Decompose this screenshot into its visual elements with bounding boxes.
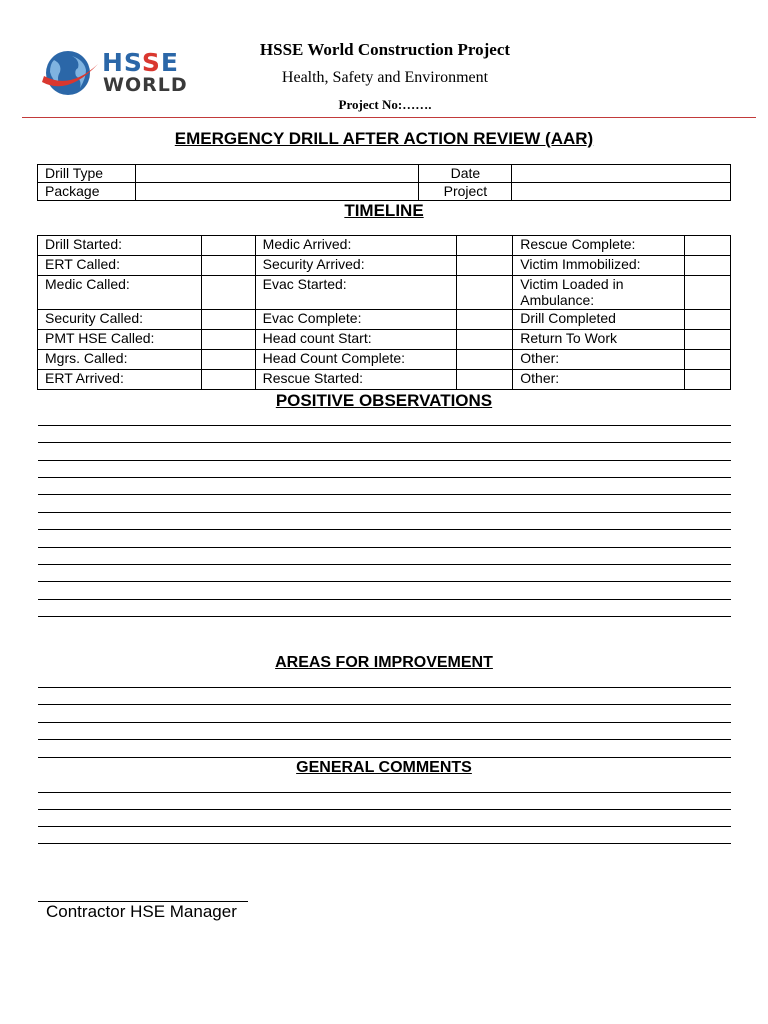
- improvement-line[interactable]: [38, 722, 731, 723]
- project-number: Project No:…….: [338, 97, 432, 112]
- timeline-time-field[interactable]: [201, 330, 255, 350]
- timeline-time-field[interactable]: [201, 310, 255, 330]
- positive-observations-line[interactable]: [38, 442, 731, 443]
- timeline-label: ERT Called:: [38, 256, 202, 276]
- table-row: [38, 276, 731, 310]
- improvement-line[interactable]: [38, 687, 731, 688]
- positive-observations-line[interactable]: [38, 547, 731, 548]
- timeline-time-field[interactable]: [201, 236, 255, 256]
- general-comments-title: GENERAL COMMENTS: [296, 759, 472, 776]
- positive-observations-line[interactable]: [38, 529, 731, 530]
- timeline-label: Evac Complete:: [255, 310, 457, 330]
- timeline-label: Victim Immobilized:: [513, 256, 685, 276]
- positive-observations-line[interactable]: [38, 581, 731, 582]
- timeline-time-field[interactable]: [685, 276, 731, 310]
- package-label: Package: [38, 183, 136, 201]
- header-divider: [22, 117, 756, 118]
- timeline-time-field[interactable]: [685, 330, 731, 350]
- timeline-label: Security Arrived:: [255, 256, 457, 276]
- table-row: [38, 350, 731, 370]
- header-subtitle: Health, Safety and Environment: [281, 69, 489, 86]
- timeline-title: TIMELINE: [344, 201, 424, 220]
- positive-observations-line[interactable]: [38, 477, 731, 478]
- positive-observations-line[interactable]: [38, 599, 731, 600]
- timeline-label: Drill Completed: [513, 310, 685, 330]
- timeline-label: Drill Started:: [38, 236, 202, 256]
- timeline-label: Rescue Complete:: [513, 236, 685, 256]
- signature-label: Contractor HSE Manager: [46, 902, 237, 921]
- timeline-time-field[interactable]: [685, 310, 731, 330]
- project-field[interactable]: [512, 183, 731, 201]
- table-row: [38, 165, 731, 183]
- package-field[interactable]: [135, 183, 419, 201]
- timeline-time-field[interactable]: [201, 256, 255, 276]
- timeline-time-field[interactable]: [685, 370, 731, 390]
- table-row: [38, 310, 731, 330]
- positive-observations-line[interactable]: [38, 564, 731, 565]
- timeline-label: Head count Start:: [255, 330, 457, 350]
- timeline-label: Other:: [513, 370, 685, 390]
- logo-text-hsse: HSSE: [102, 48, 179, 77]
- timeline-time-field[interactable]: [457, 310, 513, 330]
- timeline-time-field[interactable]: [457, 276, 513, 310]
- positive-observations-line[interactable]: [38, 494, 731, 495]
- header-title: HSSE World Construction Project: [259, 40, 511, 59]
- hsse-world-logo: [40, 46, 190, 100]
- improvement-line[interactable]: [38, 739, 731, 740]
- globe-icon: [40, 46, 100, 100]
- timeline-label: PMT HSE Called:: [38, 330, 202, 350]
- table-row: [38, 236, 731, 256]
- comments-line[interactable]: [38, 792, 731, 793]
- timeline-table: [37, 235, 731, 390]
- improvement-line[interactable]: [38, 704, 731, 705]
- table-row: [38, 256, 731, 276]
- form-title: EMERGENCY DRILL AFTER ACTION REVIEW (AAR): [174, 129, 594, 148]
- timeline-time-field[interactable]: [201, 370, 255, 390]
- timeline-label: Mgrs. Called:: [38, 350, 202, 370]
- timeline-time-field[interactable]: [685, 350, 731, 370]
- project-label: Project: [419, 183, 512, 201]
- positive-observations-line[interactable]: [38, 425, 731, 426]
- timeline-label: Rescue Started:: [255, 370, 457, 390]
- timeline-time-field[interactable]: [457, 256, 513, 276]
- timeline-label: ERT Arrived:: [38, 370, 202, 390]
- comments-line[interactable]: [38, 843, 731, 844]
- timeline-label: Return To Work: [513, 330, 685, 350]
- comments-line[interactable]: [38, 826, 731, 827]
- date-field[interactable]: [512, 165, 731, 183]
- positive-observations-line[interactable]: [38, 512, 731, 513]
- comments-line[interactable]: [38, 809, 731, 810]
- positive-observations-line[interactable]: [38, 460, 731, 461]
- timeline-time-field[interactable]: [457, 236, 513, 256]
- timeline-time-field[interactable]: [457, 350, 513, 370]
- positive-observations-line[interactable]: [38, 616, 731, 617]
- drill-type-label: Drill Type: [38, 165, 136, 183]
- timeline-label: Medic Arrived:: [255, 236, 457, 256]
- timeline-time-field[interactable]: [201, 350, 255, 370]
- date-label: Date: [419, 165, 512, 183]
- improvement-line[interactable]: [38, 757, 731, 758]
- timeline-label: Other:: [513, 350, 685, 370]
- positive-observations-title: POSITIVE OBSERVATIONS: [275, 391, 493, 410]
- timeline-label: Victim Loaded in Ambulance:: [513, 276, 685, 310]
- timeline-time-field[interactable]: [685, 256, 731, 276]
- table-row: [38, 370, 731, 390]
- timeline-time-field[interactable]: [201, 276, 255, 310]
- timeline-label: Evac Started:: [255, 276, 457, 310]
- timeline-time-field[interactable]: [457, 330, 513, 350]
- logo-text-world: WORLD: [103, 74, 188, 96]
- timeline-label: Security Called:: [38, 310, 202, 330]
- table-row: [38, 330, 731, 350]
- timeline-time-field[interactable]: [457, 370, 513, 390]
- table-row: [38, 183, 731, 201]
- timeline-label: Medic Called:: [38, 276, 202, 310]
- drill-type-field[interactable]: [135, 165, 419, 183]
- timeline-label: Head Count Complete:: [255, 350, 457, 370]
- timeline-time-field[interactable]: [685, 236, 731, 256]
- drill-info-table: [37, 164, 731, 201]
- areas-for-improvement-title: AREAS FOR IMPROVEMENT: [275, 654, 493, 671]
